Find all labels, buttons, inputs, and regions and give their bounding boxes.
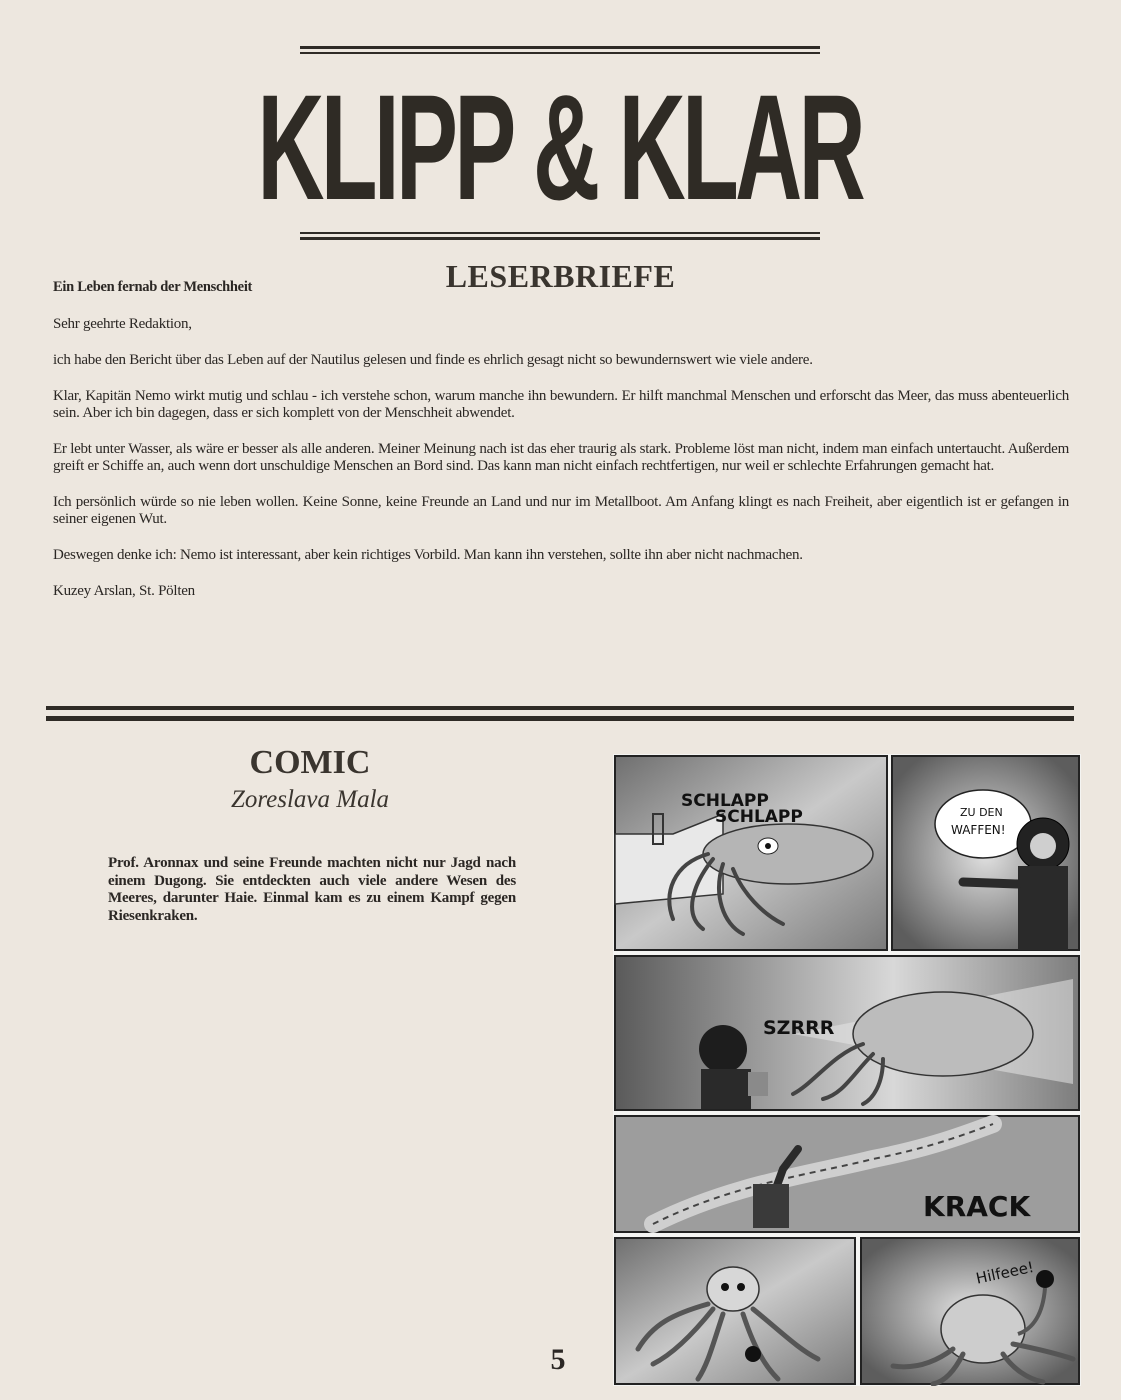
letter-paragraph: ich habe den Bericht über das Leben auf der Nautilus gelesen und finde es ehrlich gesagt nicht so bewundernswert wie viele andere. (53, 352, 813, 368)
comic-panel-3 (615, 956, 1079, 1110)
svg-text:SCHLAPP: SCHLAPP (681, 791, 769, 811)
svg-text:Hilfeee!: Hilfeee! (974, 1257, 1036, 1288)
masthead-top-rule-1 (300, 46, 820, 49)
masthead-bottom-rule-1 (300, 232, 820, 234)
masthead-title: KLIPP & KLAR (257, 63, 863, 231)
section-title: LESERBRIEFE (445, 258, 676, 294)
letter-headline: Ein Leben fernab der Menschheit (53, 279, 253, 295)
svg-text:SZRRR: SZRRR (763, 1017, 835, 1039)
comic-panel-1 (615, 756, 887, 950)
letter-paragraph: Er lebt unter Wasser, als wäre er besser als alle anderen. Meiner Meinung nach ist das eher traurig als stark. Probleme löst man nicht, indem man einfach untertaucht. Außerdem greift er Schiffe an, auch wenn dort unschuldige Menschen an Bord sind. Das kann man nicht einfach rechtfertigen, nur weil er schlechte Erfahrungen gemacht hat. (53, 441, 1069, 474)
letter-paragraph: Klar, Kapitän Nemo wirkt mutig und schlau - ich verstehe schon, warum manche ihn bewundern. Er hilft manchmal Menschen und erforscht das Meer, das muss abenteuerlich sein. Aber ich bin dagegen, dass er sich komplett von der Menschheit abwendet. (53, 388, 1069, 421)
section-divider-rule-1 (46, 706, 1074, 710)
comic-panel-4 (615, 1116, 1079, 1232)
masthead-bottom-rule-2 (300, 237, 820, 240)
masthead-top-rule-2 (300, 52, 820, 54)
reader-letter (53, 316, 1069, 619)
section-divider-rule-2 (46, 716, 1074, 721)
comic-intro-text: Prof. Aronnax und seine Freunde machten nicht nur Jagd nach einem Dugong. Sie entdeckten auch viele andere Wesen des Meeres, darunter Haie. Einmal kam es zu einem Kampf gegen Riesenkraken. (108, 855, 516, 924)
comic-panel-2 (892, 756, 1079, 950)
comic-strip-image (613, 754, 1081, 1386)
letter-signature: Kuzey Arslan, St. Pölten (53, 583, 195, 599)
comic-panel-5 (615, 1238, 855, 1384)
comic-author: Zoreslava Mala (230, 786, 390, 813)
svg-text:ZU DEN: ZU DEN (960, 806, 1003, 819)
svg-text:KRACK: KRACK (923, 1190, 1031, 1223)
page-number: 5 (550, 1343, 566, 1376)
letter-paragraph: Ich persönlich würde so nie leben wollen. Keine Sonne, keine Freunde an Land und nur im Metallboot. Am Anfang klingt es nach Freiheit, aber eigentlich ist er gefangen in seiner eigenen Wut. (53, 494, 1069, 527)
svg-text:SCHLAPP: SCHLAPP (715, 807, 803, 827)
comic-heading: COMIC (249, 744, 371, 781)
comic-panel-6 (861, 1238, 1079, 1384)
svg-text:WAFFEN!: WAFFEN! (951, 823, 1006, 837)
letter-paragraph: Sehr geehrte Redaktion, (53, 316, 192, 332)
letter-paragraph: Deswegen denke ich: Nemo ist interessant, aber kein richtiges Vorbild. Man kann ihn verstehen, sollte ihn aber nicht nachmachen. (53, 547, 803, 563)
